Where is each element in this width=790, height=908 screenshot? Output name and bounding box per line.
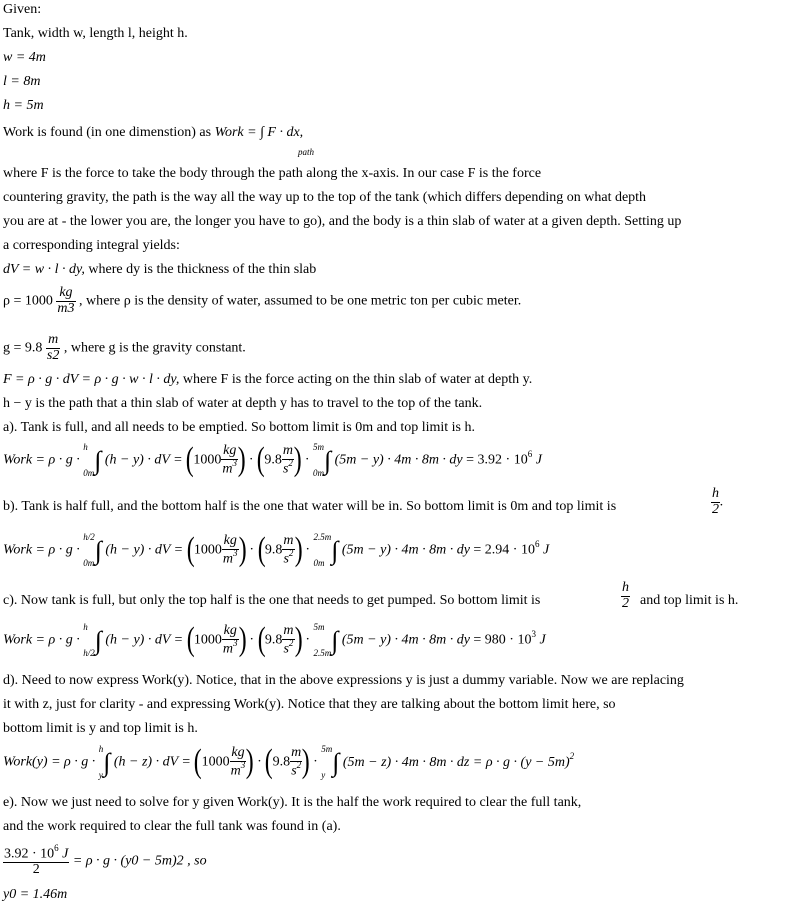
part-c-limit-fraction: $\frac{h}{2}$ bbox=[622, 580, 629, 611]
part-a-text: a). Tank is full, and all needs to be emptied. So bottom limit is 0m and top limit is h. bbox=[3, 420, 475, 435]
part-a-equation: Work = ρ · g · h 0m ∫ (h − y) · dV = (1000 $\frac{kg}{m^3}$ ) · (9.8 $\frac{m}{s^2}$ ) · 5m 0m ∫ (5m − y) · 4m · 8m · dy = $3.92 \cdot 10^6$ J bbox=[3, 441, 542, 479]
part-d-line-3: bottom limit is y and top limit is h. bbox=[3, 721, 198, 736]
part-b-limit-fraction: $\frac{h}{2}$ . bbox=[712, 486, 724, 517]
height-equation: h = 5m bbox=[3, 98, 44, 113]
part-c-text-line bbox=[3, 594, 540, 608]
part-b-equation: Work = ρ · g · h/2 0m ∫ (h − y) · dV = (1000 $\frac{kg}{m^3}$ ) · (9.8 $\frac{m}{s^2}$ ) · 2.5m 0m ∫ (5m − y) · 4m · 8m · dy = $2.94 \cdot 10^6$ J bbox=[3, 531, 550, 569]
force-equation: F = ρ · g · dV = ρ · g · w · l · dy, bbox=[3, 372, 180, 387]
work-definition-text: Work is found (in one dimenstion) as bbox=[3, 125, 212, 140]
part-d-line-1: d). Need to now express Work(y). Notice, that in the above expressions y is just a dummy variable. Now we are replacing bbox=[3, 673, 684, 688]
density-unit-fraction bbox=[56, 286, 75, 316]
part-a-unit: J bbox=[535, 452, 542, 468]
width-equation: w = 4m bbox=[3, 50, 46, 65]
integral-icon: ∫ bbox=[94, 445, 102, 475]
force-line bbox=[3, 373, 532, 387]
density-text: , where ρ is the density of water, assumed to be one metric ton per cubic meter. bbox=[79, 293, 522, 309]
part-c-unit: J bbox=[539, 632, 546, 648]
density-unit-denominator: m3 bbox=[57, 300, 75, 316]
force-text: where F is the force acting on the thin slab of water at depth y. bbox=[182, 372, 533, 387]
part-c-text-1: c). Now tank is full, but only the top half is the one that needs to get pumped. So bottom limit is bbox=[3, 593, 541, 608]
part-e-numerator: 3.92 · 10 bbox=[4, 846, 55, 862]
work-definition-formula: Work = ∫ F · dx, bbox=[214, 125, 304, 140]
length-equation: l = 8m bbox=[3, 74, 41, 89]
paragraph-line-1: where F is the force to take the body through the path along the x-axis. In our case F is the force bbox=[3, 166, 542, 181]
part-e-line-1: e). Now we just need to solve for y given Work(y). It is the half the work required to clear the full tank, bbox=[3, 795, 582, 810]
integral-icon: ∫ bbox=[323, 445, 332, 475]
part-b-unit: J bbox=[542, 542, 550, 558]
part-e-rhs: = ρ · g · (y0 − 5m)2 , so bbox=[72, 853, 207, 869]
tank-description: Tank, width w, length l, height h. bbox=[3, 26, 188, 41]
part-b-text: b). Tank is half full, and the bottom half is the one that water will be in. So bottom limit is 0m and top limit is bbox=[3, 499, 617, 514]
integral-icon: ∫ bbox=[331, 535, 339, 565]
integral-icon: ∫ bbox=[103, 747, 111, 777]
part-a-integral-limits: h 0m bbox=[83, 441, 95, 478]
part-e-numerator-unit: J bbox=[62, 846, 69, 862]
given-label: Given: bbox=[3, 2, 42, 17]
part-e-equation bbox=[3, 845, 207, 878]
paragraph-line-2: countering gravity, the path is the way all the way up to the top of the tank (which differs depending on what depth bbox=[3, 190, 647, 205]
integral-icon: ∫ bbox=[331, 625, 339, 655]
density-equation: ρ = 1000 bbox=[3, 293, 53, 309]
part-e-numerator-exponent: 6 bbox=[54, 843, 59, 853]
part-a-result: = 3.92 · 10 bbox=[466, 452, 528, 468]
part-e-denominator: 2 bbox=[32, 862, 40, 878]
gravity-unit-fraction bbox=[46, 333, 60, 363]
work-definition-line bbox=[3, 126, 303, 140]
gravity-text: , where g is the gravity constant. bbox=[63, 340, 246, 356]
part-e-line-2: and the work required to clear the full tank was found in (a). bbox=[3, 819, 341, 834]
density-unit-numerator: kg bbox=[56, 286, 75, 302]
part-a-exponent: 6 bbox=[527, 449, 533, 460]
integral-icon: ∫ bbox=[332, 747, 340, 777]
part-b-text-line bbox=[3, 500, 616, 514]
integral-icon: ∫ bbox=[94, 625, 102, 655]
part-d-line-2: it with z, just for clarity - and expressing Work(y). Notice that they are talking about the bottom limit here, so bbox=[3, 697, 616, 712]
final-answer: y0 = 1.46m bbox=[3, 887, 68, 902]
gravity-line bbox=[3, 333, 246, 363]
path-length-line: h − y is the path that a thin slab of water at depth y has to travel to the top of the tank. bbox=[3, 396, 483, 411]
work-definition-path-subscript: path bbox=[298, 147, 315, 157]
volume-element-text: where dy is the thickness of the thin slab bbox=[88, 262, 317, 277]
part-e-fraction bbox=[3, 845, 69, 878]
paragraph-line-3: you are at - the lower you are, the longer you have to go), and the body is a thin slab of water at a given depth. Setting up bbox=[3, 214, 682, 229]
part-d-equation: Work(y) = ρ · g · h y ∫ (h − z) · dV = (1000 $\frac{kg}{m^3}$ ) · (9.8 $\frac{m}{s^2}$ ) · 5m y ∫ (5m − z) · 4m · 8m · dz = $\rho \cdot g \cdot (y - 5m)^2$ bbox=[3, 743, 575, 781]
integral-icon: ∫ bbox=[94, 535, 102, 565]
volume-element-line bbox=[3, 263, 316, 277]
volume-element-equation: dV = w · l · dy, bbox=[3, 262, 85, 277]
gravity-unit-denominator: s2 bbox=[46, 347, 60, 363]
gravity-unit-numerator: m bbox=[46, 333, 60, 349]
part-b-result: = 2.94 · 10 bbox=[473, 542, 535, 558]
part-c-exponent: 3 bbox=[531, 629, 536, 640]
density-line bbox=[3, 286, 521, 316]
part-c-equation: Work = ρ · g · h h/2 ∫ (h − y) · dV = (1000 $\frac{kg}{m^3}$ ) · (9.8 $\frac{m}{s^2}$ ) · 5m 2.5m ∫ (5m − y) · 4m · 8m · dy = $980 \cdot 10^3$ J bbox=[3, 621, 546, 659]
part-b-integral-limits: h/2 0m bbox=[83, 531, 95, 568]
gravity-equation: g = 9.8 bbox=[3, 340, 43, 356]
part-c-result: = 980 · 10 bbox=[473, 632, 532, 648]
part-d-integral-limits: h y bbox=[98, 743, 104, 780]
paragraph-line-4: a corresponding integral yields: bbox=[3, 238, 180, 253]
part-c-integral-limits: h h/2 bbox=[83, 621, 95, 658]
part-b-exponent: 6 bbox=[534, 539, 540, 550]
part-c-text-2: and top limit is h. bbox=[640, 593, 739, 608]
